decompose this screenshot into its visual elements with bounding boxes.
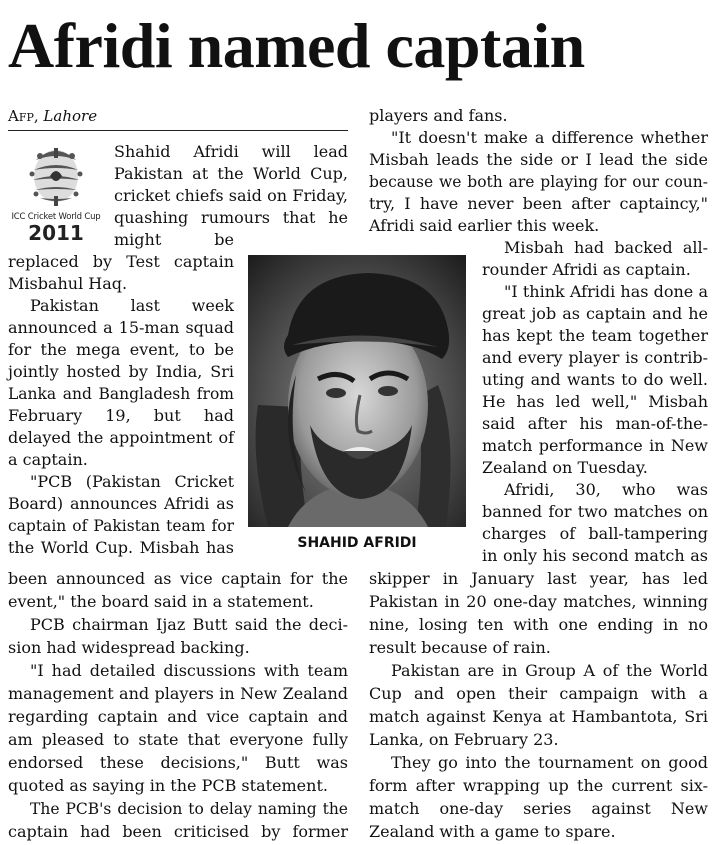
- body-line: "I had detailed discussions with team: [30, 661, 348, 680]
- body-line: Pakistan are in Group A of the World: [391, 661, 708, 680]
- body-line: nine, losing ten with one ending in no: [369, 615, 708, 634]
- body-line: charges of ball-tampering: [482, 524, 708, 543]
- byline-city: Lahore: [43, 107, 98, 125]
- body-line: quashing rumours that he: [114, 208, 348, 227]
- body-line: "It doesn't make a difference whether: [391, 128, 708, 147]
- afridi-photo: [248, 255, 466, 527]
- body-line: Misbah leads the side or I lead the side: [369, 150, 708, 169]
- body-line: sion had widespread backing.: [8, 638, 250, 657]
- body-line: Zealand with a game to spare.: [369, 822, 616, 841]
- body-line: because we both are playing for our coun-: [369, 173, 708, 191]
- body-line: Afridi said earlier this week.: [369, 216, 600, 235]
- body-line: a captain.: [8, 450, 88, 469]
- body-line: replaced by Test captain: [8, 252, 234, 271]
- body-line: match performance in New: [482, 436, 708, 455]
- body-line: Pakistan at the World Cup,: [114, 164, 348, 183]
- body-line: match one-day series against New: [369, 799, 708, 818]
- body-line: said after his man-of-the-: [482, 414, 708, 433]
- body-line: and every player is contrib-: [482, 348, 708, 367]
- body-line: jointly hosted by India, Sri: [8, 362, 234, 381]
- body-line: great job as captain and he: [482, 304, 708, 323]
- body-line: PCB chairman Ijaz Butt said the deci-: [30, 615, 348, 634]
- body-line: for the mega event, to be: [8, 340, 234, 359]
- body-line: Misbahul Haq.: [8, 274, 128, 293]
- body-line: has kept the team together: [482, 326, 708, 345]
- photo-caption: SHAHID AFRIDI: [297, 535, 417, 551]
- body-line: form after wrapping up the current six-: [369, 776, 708, 795]
- headline: Afridi named captain: [8, 10, 585, 81]
- body-line: Lanka and Bangladesh from: [8, 385, 234, 403]
- body-line: announced a 15-man squad: [8, 318, 234, 337]
- logo-year: 2011: [28, 221, 84, 245]
- body-line: The PCB's decision to delay naming the: [30, 800, 348, 818]
- body-line: Pakistan in 20 one-day matches, winning: [369, 592, 708, 611]
- byline-rule: [8, 130, 348, 131]
- body-line: "I think Afridi has done a: [504, 282, 708, 301]
- portrait-image: [248, 255, 466, 527]
- body-line: February 19, but had: [8, 406, 234, 425]
- body-line: Afridi, 30, who was: [504, 480, 708, 499]
- body-line: captain had been criticised by former: [8, 822, 348, 841]
- body-line: in only his second match as: [482, 546, 708, 565]
- world-cup-logo: [6, 140, 106, 250]
- body-line: captain of Pakistan team for: [8, 517, 234, 535]
- body-line: He has led well," Misbah: [482, 392, 708, 411]
- body-line: the World Cup. Misbah has: [8, 538, 234, 557]
- logo-tournament-name: ICC Cricket World Cup: [11, 212, 101, 222]
- body-line: try, I have never been after captaincy,": [369, 194, 708, 213]
- byline: Afp, Lahore: [8, 107, 98, 125]
- body-line: quoted as saying in the PCB statement.: [8, 776, 328, 795]
- body-line: delayed the appointment of: [8, 428, 234, 447]
- body-line: Pakistan last week: [30, 296, 234, 315]
- body-line: am pleased to state that everyone fully: [8, 730, 348, 749]
- body-line: regarding captain and vice captain and: [8, 707, 348, 726]
- body-line: event," the board said in a statement.: [8, 592, 314, 611]
- world-cup-emblem: [6, 140, 106, 212]
- body-line: result because of rain.: [369, 638, 551, 657]
- body-line: uting and wants to do well.: [482, 370, 708, 389]
- body-line: cricket chiefs said on Friday,: [114, 186, 348, 205]
- body-line: banned for two matches on: [482, 502, 708, 521]
- body-line: Shahid Afridi will lead: [114, 142, 348, 161]
- body-line: Board) announces Afridi as: [8, 494, 234, 513]
- body-line: rounder Afridi as captain.: [482, 260, 691, 279]
- body-line: been announced as vice captain for the: [8, 569, 348, 588]
- body-line: might be: [114, 230, 234, 249]
- byline-agency: Afp: [8, 107, 34, 125]
- body-line: management and players in New Zealand: [8, 684, 348, 703]
- body-line: skipper in January last year, has led: [369, 569, 708, 588]
- body-line: match against Kenya at Hambantota, Sri: [369, 707, 708, 726]
- body-line: Zealand on Tuesday.: [482, 458, 648, 477]
- body-line: They go into the tournament on good: [391, 753, 708, 772]
- body-line: Lanka, on February 23.: [369, 730, 559, 749]
- body-line: players and fans.: [369, 106, 508, 125]
- body-line: "PCB (Pakistan Cricket: [30, 472, 234, 491]
- body-line: endorsed these decisions," Butt was: [8, 753, 348, 772]
- body-line: Cup and open their campaign with a: [369, 684, 708, 703]
- body-line: Misbah had backed all-: [504, 238, 708, 257]
